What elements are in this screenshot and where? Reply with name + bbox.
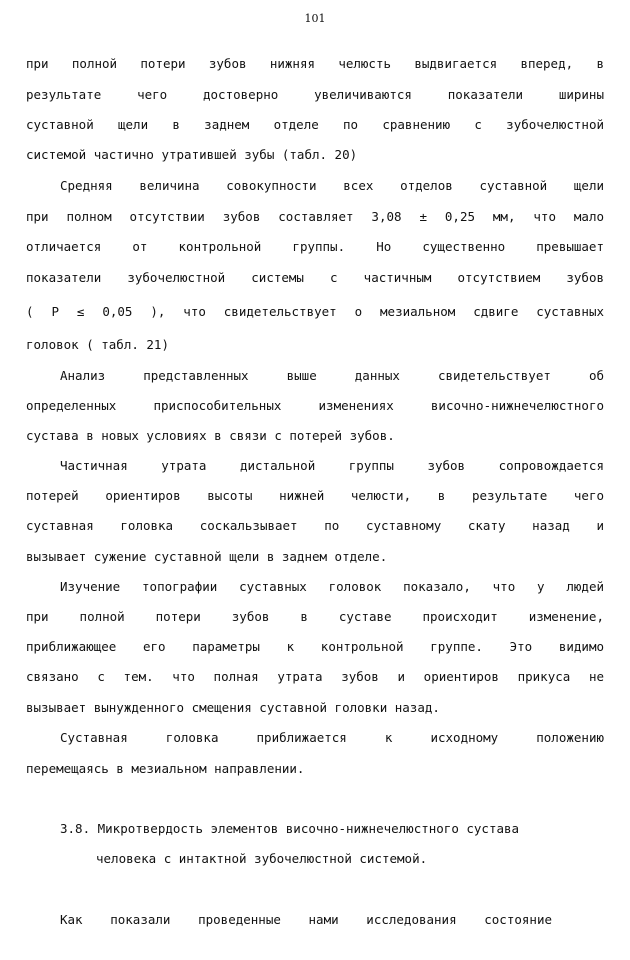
paragraph-2-line-6: головок ( табл. 21) [26,337,169,352]
paragraph-4-line-2: потерей ориентиров высоты нижней челюсти, в результате чего [26,488,604,503]
closing-line: Как показали проведенные нами исследования состояние [60,912,552,927]
paragraph-2-line-1: Средняя величина совокупности всех отделов суставной щели [60,178,604,193]
paragraph-2-line-2: при полном отсутствии зубов составляет 3,08 ± 0,25 мм, что мало [26,209,604,224]
paragraph-4-line-3: суставная головка соскальзывает по суставному скату назад и [26,518,604,533]
paragraph-3-line-1: Анализ представленных выше данных свидетельствует об [60,368,604,383]
paragraph-5-line-3: приближающее его параметры к контрольной группе. Это видимо [26,639,604,654]
paragraph-3-line-3: сустава в новых условиях в связи с потерей зубов. [26,428,395,443]
paragraph-6-line-2: перемещаясь в мезиальном направлении. [26,761,305,776]
paragraph-2-line-4: показатели зубочелюстной системы с частичным отсутствием зубов [26,270,604,285]
paragraph-5-line-5: вызывает вынужденного смещения суставной головки назад. [26,700,440,715]
paragraph-1-line-2: результате чего достоверно увеличиваются показатели ширины [26,87,604,102]
paragraph-5-line-4: связано с тем. что полная утрата зубов и ориентиров прикуса не [26,669,604,684]
paragraph-1-line-3: суставной щели в заднем отделе по сравнению с зубочелюстной [26,117,604,132]
paragraph-5-line-1: Изучение топографии суставных головок показало, что у людей [60,579,604,594]
paragraph-5-line-2: при полной потери зубов в суставе происходит изменение, [26,609,604,624]
paragraph-1-line-4: системой частично утратившей зубы (табл. 20) [26,147,358,162]
page-number: 101 [304,12,326,25]
paragraph-1-line-1: при полной потери зубов нижняя челюсть выдвигается вперед, в [26,56,604,71]
paragraph-2-line-5: ( Р ≤ 0,05 ), что свидетельствует о мезиальном сдвиге суставных [26,304,604,319]
section-heading: 3.8. Микротвердость элементов височно-нижнечелюстного сустава [60,821,520,836]
section-heading-continuation: человека с интактной зубочелюстной системой. [96,851,428,866]
paragraph-4-line-4: вызывает сужение суставной щели в заднем отделе. [26,549,388,564]
paragraph-6-line-1: Суставная головка приближается к исходному положению [60,730,604,745]
paragraph-2-line-3: отличается от контрольной группы. Но существенно превышает [26,239,604,254]
paragraph-3-line-2: определенных приспособительных изменениях височно-нижнечелюстного [26,398,604,413]
paragraph-4-line-1: Частичная утрата дистальной группы зубов сопровождается [60,458,604,473]
